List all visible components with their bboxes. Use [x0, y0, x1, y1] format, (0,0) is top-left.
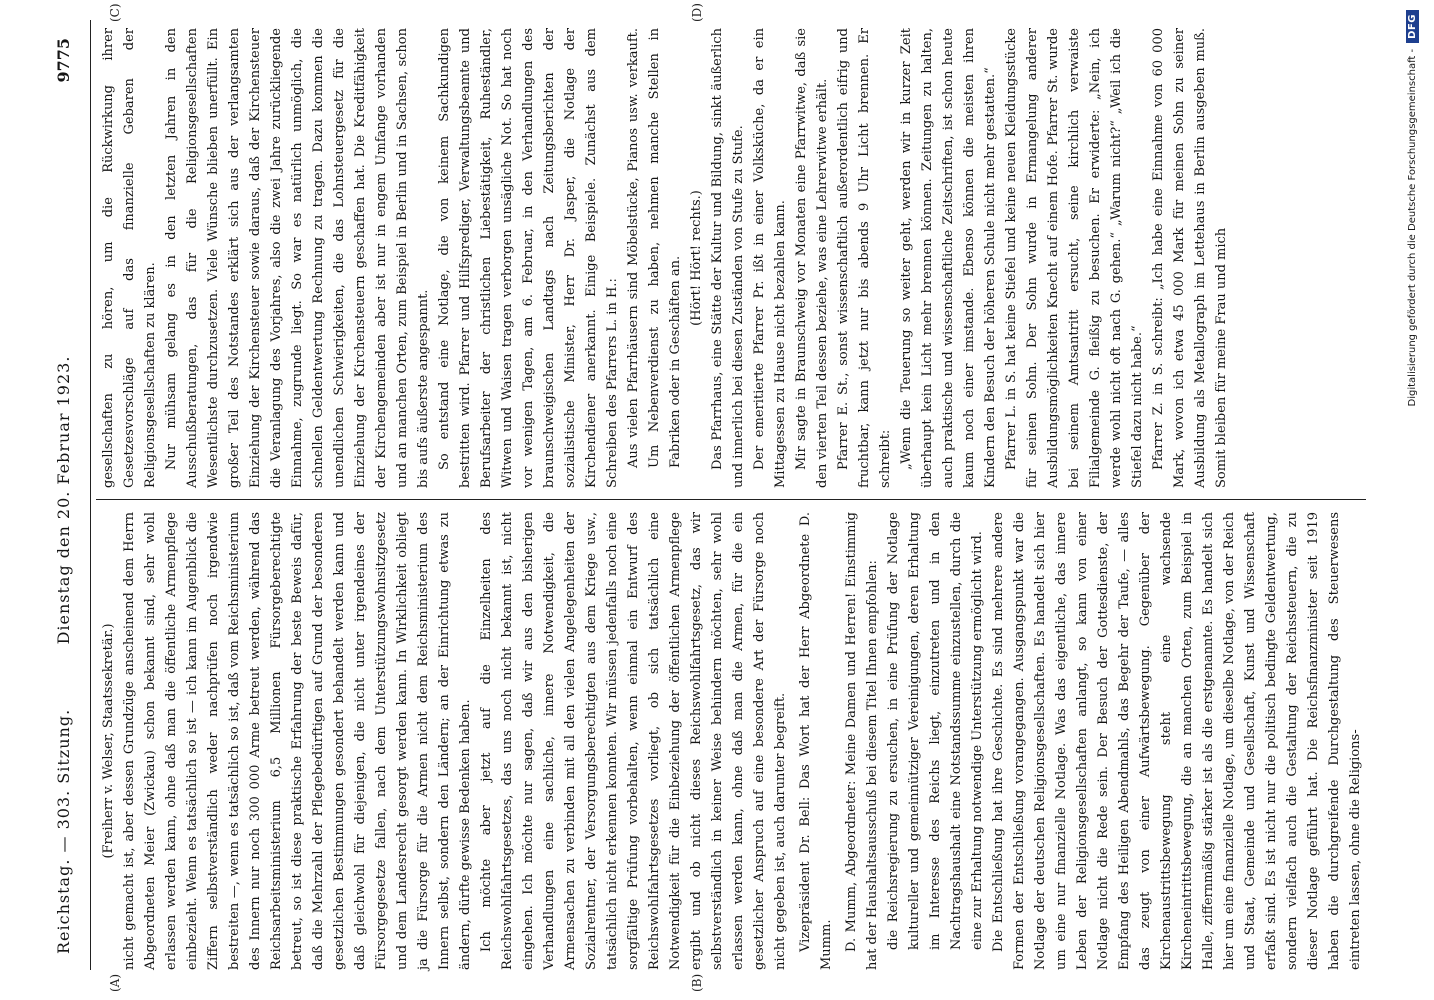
- left-text-column: [98, 512, 1363, 970]
- paragraph: So entstand eine Notlage, die von keinem Sachkundigen bestritten wird. Pfarrer und Hilfsprediger, Verwaltungsbeamte und Berufsarbeiter der christlichen Liebestätigkeit, Ruheständler, Witwen und Waisen tragen verborgen unsägliche Not. So hat noch vor wenigen Tagen, am 6. Februar, in den Verhandlungen des braunschweigischen Landtags nach Zeitungsberichten der sozialistische Minister, Herr Dr. Jasper, die Notlage der Kirchendiener anerkannt. Einige Beispiele. Zunächst aus dem Schreiben des Pfarrers L. in H.:: [437, 28, 620, 488]
- page-number: 9775: [54, 38, 73, 83]
- paragraph: Pfarrer Z. in S. schreibt: „Ich habe eine Einnahme von 60 000 Mark, wovon ich etwa 45 000 Mark für meinen Sohn zu seiner Ausbildung als Metallograph im Lettehaus in Berlin ausgeben muß. Somit bleiben für meine Frau und mich: [1151, 28, 1229, 488]
- credit-text: Digitalisierung gefördert durch die Deutsche Forschungsgemeinschaft -: [1406, 48, 1418, 407]
- paragraph: Pfarrer E. St., sonst wissenschaftlich außerordentlich eifrig und fruchtbar, kann jetzt nur bis abends 9 Uhr Licht brennen. Er schreibt:: [836, 28, 893, 488]
- header-session: Reichstag. — 303. Sitzung.: [54, 708, 73, 954]
- paragraph: Mir sagte in Braunschweig vor Monaten eine Pfarrwitwe, daß sie den vierten Teil dessen beziehe, was eine Lehrerwitwe erhält.: [794, 28, 830, 488]
- paragraph: Pfarrer L. in S. hat keine Stiefel und keine neuen Kleidungsstücke für seinen Sohn. Der Sohn wurde in Ermangelung anderer Ausbildungsmöglichkeiten Knecht auf einem Hofe. Pfarrer St. wurde bei seinem Amtsantritt ersucht, seine kirchlich verwaiste Filialgemeinde G. fleißig zu besuchen. Er erwiderte: „Nein, ich werde wohl nicht oft nach G. gehen.“ „Warum nicht?“ „Weil ich die Stiefel dazu nicht habe.“: [1004, 28, 1145, 488]
- header-date: Dienstag den 20. Februar 1923.: [54, 355, 73, 645]
- header-rule: [90, 20, 91, 970]
- interjection: (Hört! Hört! rechts.): [689, 190, 704, 326]
- paragraph: Die Entschließung hat ihre Geschichte. Es sind mehrere andere Formen der Entschließung vorangegangen. Ausgangspunkt war die Notlage der deutschen Religionsgesellschaften. Es handelt sich hier um eine nur finanzielle Notlage. Was das eigentliche, das innere Leben der Religionsgesellschaften anlangt, so kann von einer Notlage nicht die Rede sein. Der Besuch der Gottesdienste, der Empfang des Heiligen Abendmahls, das Begehr der Taufe, — alles das zeugt von einer Aufwärtsbewegung. Gegenüber der Kirchenaustrittsbewegung steht eine wachsende Kircheneintrittsbewegung, die an manchen Orten, zum Beispiel in Halle, ziffernmäßig stärker ist als die erstgenannte. Es handelt sich hier um eine finanzielle Notlage, um dieselbe Notlage, von der Reich und Staat, Gemeinde und Gesellschaft, Kunst und Wissenschaft erfaßt sind. Es ist nicht nur die politisch bedingte Geldentwertung, sondern vielfach auch die Gestaltung der Reichssteuern, die zu dieser Notlage geführt hat. Die Reichsfinanzminister seit 1919 haben die durchgreifende Durchgestaltung des Steuerwesens eintreten lassen, ohne die Religions-: [991, 512, 1363, 970]
- paragraph: nicht gemacht ist, aber dessen Grundzüge anscheinend dem Herrn Abgeordneten Meier (Zwickau) schon bekannt sind, sehr wohl erlassen werden kann, ohne daß man die öffentliche Armenpflege einbezieht. Wenn es tatsächlich so ist — ich kann im Augenblick die Ziffern selbstverständlich weder nachprüfen noch irgendwie bestreiten —, wenn es tatsächlich so ist, daß vom Reichsministerium des Innern nur noch 300 000 Arme betreut werden, während das Reichsarbeitsministerium 6,5 Millionen Fürsorgeberechtigte betreut, so ist diese praktische Erfahrung der beste Beweis dafür, daß die Mehrzahl der Pflegebedürftigen auf Grund der besonderen gesetzlichen Bestimmungen gesondert behandelt werden kann und daß gleichwohl für diejenigen, die nicht unter irgendeines der Fürsorgegesetze fallen, nach dem Unterstützungswohnsitzgesetz und dem Landesrecht gesorgt werden kann. In Wirklichkeit obliegt ja die Fürsorge für die Armen nicht dem Reichsministerium des Innern selbst, sondern den Ländern; an der Einrichtung etwas zu ändern, dürfte gewisse Bedenken haben.: [122, 512, 473, 970]
- margin-mark-c: (C): [108, 3, 122, 22]
- column-divider: [96, 499, 1366, 500]
- quoted-resolution: die Reichsregierung zu ersuchen, in eine Prüfung der Notlage kultureller und gemeinnütziger Vereinigungen, deren Erhaltung im Interesse des Reichs liegt, einzutreten und in den Nachtragshaushalt eine Notstandssumme einzustellen, durch die eine zur Erhaltung notwendige Unterstützung ermöglicht wird.: [886, 512, 985, 950]
- paragraph: Der emeritierte Pfarrer Pr. ißt in einer Volksküche, da er ein Mittagessen zu Hause nicht bezahlen kann.: [752, 28, 788, 488]
- quoted-letter: „Wenn die Teuerung so weiter geht, werden wir in kurzer Zeit überhaupt kein Licht mehr brennen können. Zeitungen zu halten, auch praktische und wissenschaftliche Zeitschriften, ist schon heute kaum noch einer imstande. Ebenso können die meisten ihren Kindern den Besuch der höheren Schule nicht mehr gestatten.“: [899, 28, 998, 488]
- paragraph: Vizepräsident Dr. Bell: Das Wort hat der Herr Abgeordnete D. Mumm.: [798, 512, 834, 970]
- paragraph: Ich möchte aber jetzt auf die Einzelheiten des Reichswohlfahrtsgesetzes, das uns noch nicht bekannt ist, nicht eingehen. Ich möchte nur sagen, daß wir aus den bisherigen Verhandlungen eine sachliche, innere Notwendigkeit, die Armensachen zu verbinden mit all den vielen Angelegenheiten der Sozialrentner, der Versorgungsberechtigten aus dem Kriege usw., tatsächlich nicht erkennen konnten. Wir müssen jedenfalls noch eine sorgfältige Prüfung vorbehalten, wenn einmal ein Entwurf des Reichswohlfahrtsgesetzes vorliegt, ob sich tatsächlich eine Notwendigkeit für die Einbeziehung der öffentlichen Armenpflege ergibt und ob nicht dieses Reichswohlfahrtsgesetz, das wir selbstverständlich in keiner Weise behindern möchten, sehr wohl erlassen werden kann, ohne daß man die Armen, für die ein gesetzlicher Anspruch auf eine besondere Art der Fürsorge noch nicht gegeben ist, auch darunter begreift.: [479, 512, 788, 970]
- margin-mark-a: (A): [108, 973, 122, 992]
- paragraph: Das Pfarrhaus, eine Stätte der Kultur und Bildung, sinkt äußerlich und innerlich bei diesen Zuständen von Stufe zu Stufe.: [710, 28, 746, 488]
- digitization-credit: [1398, 10, 1426, 990]
- paragraph: gesellschaften zu hören, um die Rückwirkung ihrer Gesetzesvorschläge auf das finanzielle Gebaren der Religionsgesellschaften zu klären.: [101, 28, 158, 488]
- paragraph: Nur mühsam gelang es in den letzten Jahren in den Ausschußberatungen, das für die Religionsgesellschaften Wesentlichste durchzusetzen. Viele Wünsche blieben unerfüllt. Ein großer Teil des Notstandes erklärt sich aus der verlangsamten Einziehung der Kirchensteuer sowie daraus, daß der Kirchensteuer die Veranlagung des Vorjahres, also die zwei Jahre zurückliegende Einnahme, zugrunde liegt. So war es natürlich unmöglich, die schnellen Geldentwertung Rechnung zu tragen. Dazu kommen die unendlichen Schwierigkeiten, die das Lohnsteuergesetz für die Einziehung der Kirchensteuern geschaffen hat. Die Kreditfähigkeit der Kirchengemeinden aber ist nur in engem Umfange vorhanden und an manchen Orten, zum Beispiel in Berlin und in Sachsen, schon bis aufs äußerste angespannt.: [164, 28, 431, 488]
- right-text-column: [98, 28, 1358, 488]
- running-header: [50, 18, 78, 982]
- paragraph: D. Mumm, Abgeordneter: Meine Damen und Herren! Einstimmig hat der Haushaltsausschuß bei diesem Titel Ihnen empfohlen:: [844, 512, 880, 970]
- margin-mark-b: (B): [690, 973, 704, 992]
- dfg-logo: DFG: [1406, 10, 1419, 43]
- quoted-letter: Aus vielen Pfarrhäusern sind Möbelstücke, Pianos usw. verkauft. Um Nebenverdienst zu haben, nehmen manche Stellen in Fabriken oder in Geschäften an.: [626, 28, 683, 468]
- speaker-line: (Freiherr v. Welser, Staatssekretär.): [101, 623, 116, 859]
- margin-mark-d: (D): [690, 3, 704, 22]
